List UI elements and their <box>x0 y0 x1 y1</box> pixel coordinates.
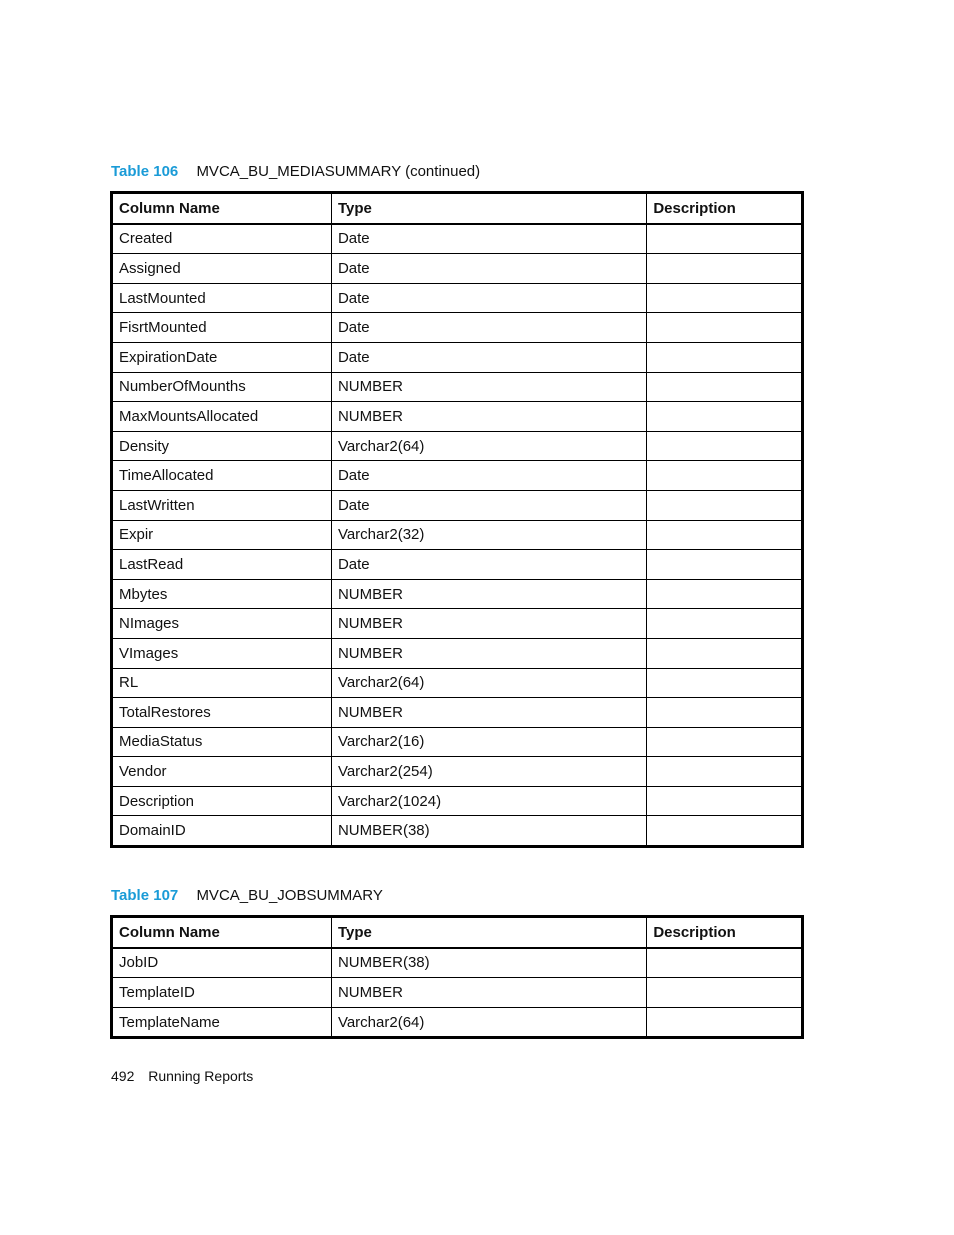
type-cell: Date <box>331 283 646 313</box>
table-row <box>112 283 803 313</box>
type-cell: Varchar2(32) <box>331 520 646 550</box>
type-cell: NUMBER <box>331 609 646 639</box>
table-row <box>112 668 803 698</box>
type-cell: NUMBER(38) <box>331 816 646 847</box>
table-row <box>112 786 803 816</box>
type-cell: NUMBER <box>331 372 646 402</box>
column-name-cell: VImages <box>112 638 332 668</box>
column-name-cell: LastWritten <box>112 490 332 520</box>
type-cell: Varchar2(64) <box>331 431 646 461</box>
column-name-cell: FisrtMounted <box>112 313 332 343</box>
table-106-label: Table 106 <box>111 163 179 180</box>
table-row <box>112 224 803 254</box>
table-row <box>112 372 803 402</box>
table-row <box>112 490 803 520</box>
description-cell <box>647 313 803 343</box>
column-name-cell: TotalRestores <box>112 698 332 728</box>
description-cell <box>647 698 803 728</box>
column-name-cell: MaxMountsAllocated <box>112 402 332 432</box>
section-name: Running Reports <box>148 1068 254 1084</box>
description-cell <box>647 757 803 787</box>
column-name-cell: ExpirationDate <box>112 342 332 372</box>
table-row <box>112 948 803 978</box>
page-footer <box>111 1067 253 1085</box>
column-name-cell: TemplateName <box>112 1007 332 1038</box>
table-row <box>112 342 803 372</box>
column-name-cell: TemplateID <box>112 978 332 1008</box>
table-107-label: Table 107 <box>111 887 179 904</box>
description-cell <box>647 402 803 432</box>
description-cell <box>647 224 803 254</box>
column-name-cell: Density <box>112 431 332 461</box>
type-cell: Date <box>331 224 646 254</box>
table-106-title: MVCA_BU_MEDIASUMMARY (continued) <box>196 163 481 180</box>
description-cell <box>647 342 803 372</box>
column-name-header: Column Name <box>112 193 332 224</box>
type-cell: Date <box>331 313 646 343</box>
column-name-cell: MediaStatus <box>112 727 332 757</box>
table-row <box>112 1007 803 1038</box>
type-cell: Date <box>331 490 646 520</box>
column-name-cell: Description <box>112 786 332 816</box>
type-cell: Date <box>331 461 646 491</box>
description-cell <box>647 1007 803 1038</box>
column-name-cell: RL <box>112 668 332 698</box>
description-cell <box>647 283 803 313</box>
description-cell <box>647 668 803 698</box>
type-cell: NUMBER <box>331 402 646 432</box>
type-cell: Varchar2(64) <box>331 668 646 698</box>
column-name-cell: LastMounted <box>112 283 332 313</box>
description-cell <box>647 978 803 1008</box>
column-name-cell: DomainID <box>112 816 332 847</box>
type-cell: Date <box>331 254 646 284</box>
description-cell <box>647 461 803 491</box>
description-cell <box>647 816 803 847</box>
table-header-row <box>112 917 803 948</box>
table-row <box>112 431 803 461</box>
table-row <box>112 461 803 491</box>
table-106-body <box>112 224 803 847</box>
description-header: Description <box>647 193 803 224</box>
table-row <box>112 579 803 609</box>
column-name-cell: NumberOfMounths <box>112 372 332 402</box>
table-107-caption <box>111 887 383 905</box>
type-cell: NUMBER <box>331 978 646 1008</box>
table-row <box>112 254 803 284</box>
description-cell <box>647 609 803 639</box>
column-name-header: Column Name <box>112 917 332 948</box>
table-row <box>112 520 803 550</box>
type-cell: NUMBER <box>331 698 646 728</box>
table-106-caption <box>111 163 480 181</box>
type-cell: NUMBER(38) <box>331 948 646 978</box>
description-cell <box>647 638 803 668</box>
table-row <box>112 727 803 757</box>
column-name-cell: NImages <box>112 609 332 639</box>
table-107 <box>110 915 804 1039</box>
table-row <box>112 816 803 847</box>
description-header: Description <box>647 917 803 948</box>
type-cell: Date <box>331 550 646 580</box>
description-cell <box>647 579 803 609</box>
table-row <box>112 313 803 343</box>
type-cell: Varchar2(1024) <box>331 786 646 816</box>
type-cell: Varchar2(254) <box>331 757 646 787</box>
type-cell: Date <box>331 342 646 372</box>
column-name-cell: Expir <box>112 520 332 550</box>
table-107-title: MVCA_BU_JOBSUMMARY <box>196 887 383 904</box>
column-name-cell: Assigned <box>112 254 332 284</box>
type-cell: NUMBER <box>331 638 646 668</box>
description-cell <box>647 431 803 461</box>
table-row <box>112 978 803 1008</box>
type-cell: Varchar2(16) <box>331 727 646 757</box>
type-cell: NUMBER <box>331 579 646 609</box>
page-number: 492 <box>111 1068 135 1084</box>
column-name-cell: Mbytes <box>112 579 332 609</box>
table-106 <box>110 191 804 848</box>
table-row <box>112 698 803 728</box>
description-cell <box>647 520 803 550</box>
description-cell <box>647 254 803 284</box>
column-name-cell: TimeAllocated <box>112 461 332 491</box>
description-cell <box>647 490 803 520</box>
table-header-row <box>112 193 803 224</box>
type-header: Type <box>331 917 646 948</box>
column-name-cell: Vendor <box>112 757 332 787</box>
description-cell <box>647 948 803 978</box>
column-name-cell: Created <box>112 224 332 254</box>
type-cell: Varchar2(64) <box>331 1007 646 1038</box>
column-name-cell: LastRead <box>112 550 332 580</box>
table-row <box>112 550 803 580</box>
table-107-body <box>112 948 803 1038</box>
table-row <box>112 402 803 432</box>
table-row <box>112 757 803 787</box>
column-name-cell: JobID <box>112 948 332 978</box>
description-cell <box>647 727 803 757</box>
table-row <box>112 609 803 639</box>
type-header: Type <box>331 193 646 224</box>
description-cell <box>647 550 803 580</box>
description-cell <box>647 372 803 402</box>
table-row <box>112 638 803 668</box>
description-cell <box>647 786 803 816</box>
